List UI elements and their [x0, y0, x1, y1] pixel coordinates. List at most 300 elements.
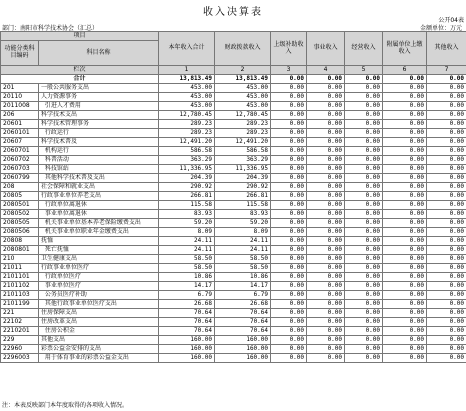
- cell-value: 0.00: [427, 75, 466, 84]
- cell-value: 0.00: [307, 273, 345, 282]
- cell-value: 12,491.20: [159, 138, 215, 147]
- cell-value: 0.00: [427, 156, 466, 165]
- table-row: [1, 318, 466, 327]
- cell-value: 0.00: [307, 309, 345, 318]
- cell-value: 0.00: [307, 237, 345, 246]
- cell-value: 0.00: [427, 255, 466, 264]
- table-row: [1, 291, 466, 300]
- footnote: 注：本表反映部门本年度取得的各项收入情况。: [2, 402, 129, 409]
- cell-value: 0.00: [427, 309, 466, 318]
- subject-name: 行政运行: [39, 129, 159, 138]
- cell-value: 204.39: [215, 174, 271, 183]
- cell-value: 6.79: [159, 291, 215, 300]
- cell-value: 24.11: [215, 246, 271, 255]
- cell-value: 289.23: [159, 129, 215, 138]
- table-row: [1, 255, 466, 264]
- cell-value: 0.00: [383, 84, 427, 93]
- cell-value: 0.00: [345, 246, 383, 255]
- project-header: 项目: [1, 32, 159, 41]
- cell-value: 0.00: [271, 273, 307, 282]
- cell-value: 70.64: [159, 318, 215, 327]
- col-index: 5: [345, 66, 383, 75]
- subject-name: 用于体育事业的彩票公益金支出: [39, 354, 159, 363]
- function-code: 20601: [1, 120, 39, 129]
- cell-value: 0.00: [427, 327, 466, 336]
- subject-name: 抚恤: [39, 237, 159, 246]
- table-row: [1, 264, 466, 273]
- function-code: 2080502: [1, 210, 39, 219]
- cell-value: 13,813.49: [159, 75, 215, 84]
- subject-name: 机关事业单位职业年金缴费支出: [39, 228, 159, 237]
- function-code: 20808: [1, 237, 39, 246]
- cell-value: 0.00: [427, 291, 466, 300]
- cell-value: 12,780.45: [159, 111, 215, 120]
- cell-value: 266.81: [215, 192, 271, 201]
- cell-value: 0.00: [383, 219, 427, 228]
- cell-value: 0.00: [271, 246, 307, 255]
- cell-value: 0.00: [271, 174, 307, 183]
- cell-value: 0.00: [383, 273, 427, 282]
- cell-value: 0.00: [271, 75, 307, 84]
- cell-value: 0.00: [345, 111, 383, 120]
- cell-value: 0.00: [345, 264, 383, 273]
- table-row: [1, 273, 466, 282]
- function-code: 2101101: [1, 273, 39, 282]
- cell-value: 0.00: [383, 183, 427, 192]
- cell-value: 0.00: [271, 102, 307, 111]
- cell-value: 0.00: [345, 345, 383, 354]
- cell-value: 58.50: [215, 255, 271, 264]
- function-code: 20805: [1, 192, 39, 201]
- cell-value: 0.00: [427, 210, 466, 219]
- cell-value: 26.68: [215, 300, 271, 309]
- cell-value: 0.00: [271, 354, 307, 363]
- cell-value: 160.00: [215, 354, 271, 363]
- function-code: 2210201: [1, 327, 39, 336]
- cell-value: 0.00: [427, 237, 466, 246]
- cell-value: 453.00: [215, 102, 271, 111]
- cell-value: 0.00: [307, 300, 345, 309]
- cell-value: 586.58: [215, 147, 271, 156]
- cell-value: 0.00: [383, 327, 427, 336]
- cell-value: 0.00: [345, 93, 383, 102]
- cell-value: 0.00: [271, 327, 307, 336]
- cell-value: 59.20: [215, 219, 271, 228]
- cell-value: 0.00: [307, 327, 345, 336]
- income-table: [0, 31, 466, 363]
- function-code: 2080505: [1, 219, 39, 228]
- cell-value: 0.00: [345, 165, 383, 174]
- cell-value: 0.00: [307, 264, 345, 273]
- subject-name: 行政事业单位医疗: [39, 264, 159, 273]
- col-header-affiliated: 附属单位上缴收入: [383, 32, 427, 66]
- function-code: 2101103: [1, 291, 39, 300]
- cell-value: 0.00: [383, 111, 427, 120]
- cell-value: 0.00: [345, 309, 383, 318]
- cell-value: 24.11: [215, 237, 271, 246]
- cell-value: 0.00: [427, 273, 466, 282]
- col-index: 1: [159, 66, 215, 75]
- table-row: [1, 345, 466, 354]
- cell-value: 0.00: [383, 264, 427, 273]
- function-code: 2060703: [1, 165, 39, 174]
- table-row: [1, 228, 466, 237]
- function-code: 20607: [1, 138, 39, 147]
- cell-value: 70.64: [215, 327, 271, 336]
- cell-value: 24.11: [159, 237, 215, 246]
- cell-value: 0.00: [427, 219, 466, 228]
- subject-name: 科普活动: [39, 156, 159, 165]
- cell-value: 0.00: [307, 282, 345, 291]
- subject-name: 科学技术普及: [39, 138, 159, 147]
- function-code: 2296003: [1, 354, 39, 363]
- cell-value: 14.17: [159, 282, 215, 291]
- subject-name: 住房公积金: [39, 327, 159, 336]
- cell-value: 586.58: [159, 147, 215, 156]
- cell-value: 0.00: [427, 192, 466, 201]
- cell-value: 0.00: [427, 300, 466, 309]
- subject-name: 彩票公益金安排的支出: [39, 345, 159, 354]
- function-code: 2060101: [1, 129, 39, 138]
- cell-value: 12,491.20: [215, 138, 271, 147]
- subject-name: 社会保障和就业支出: [39, 183, 159, 192]
- cell-value: 0.00: [271, 192, 307, 201]
- cell-value: 0.00: [271, 336, 307, 345]
- col-header-business: 事业收入: [307, 32, 345, 66]
- cell-value: 0.00: [383, 93, 427, 102]
- table-row: [1, 165, 466, 174]
- cell-value: 0.00: [383, 201, 427, 210]
- subject-name: 行政单位离退休: [39, 201, 159, 210]
- cell-value: 0.00: [383, 354, 427, 363]
- cell-value: 0.00: [271, 84, 307, 93]
- cell-value: 453.00: [215, 84, 271, 93]
- cell-value: 0.00: [383, 237, 427, 246]
- subject-name-header: 科目名称: [39, 41, 159, 66]
- cell-value: 0.00: [383, 210, 427, 219]
- col-header-other: 其他收入: [427, 32, 466, 66]
- cell-value: 0.00: [427, 165, 466, 174]
- function-code: 2101199: [1, 300, 39, 309]
- cell-value: 0.00: [307, 291, 345, 300]
- cell-value: 26.68: [159, 300, 215, 309]
- table-row: [1, 192, 466, 201]
- cell-value: 0.00: [271, 183, 307, 192]
- subject-name: 行政事业单位养老支出: [39, 192, 159, 201]
- cell-value: 453.00: [215, 93, 271, 102]
- cell-value: 160.00: [159, 336, 215, 345]
- function-code: 2080801: [1, 246, 39, 255]
- function-code: 2011008: [1, 102, 39, 111]
- cell-value: 0.00: [307, 183, 345, 192]
- table-row: [1, 183, 466, 192]
- cell-value: 0.00: [383, 255, 427, 264]
- cell-value: 0.00: [427, 129, 466, 138]
- subject-name: 行政单位医疗: [39, 273, 159, 282]
- cell-value: 363.29: [215, 156, 271, 165]
- cell-value: 0.00: [427, 102, 466, 111]
- cell-value: 0.00: [307, 156, 345, 165]
- cell-value: 0.00: [307, 138, 345, 147]
- cell-value: 0.00: [307, 255, 345, 264]
- cell-value: 0.00: [345, 318, 383, 327]
- function-code: 2080501: [1, 201, 39, 210]
- cell-value: 0.00: [271, 219, 307, 228]
- cell-value: 0.00: [383, 75, 427, 84]
- cell-value: 0.00: [307, 228, 345, 237]
- function-code: 22960: [1, 345, 39, 354]
- cell-value: 8.09: [159, 228, 215, 237]
- cell-value: 0.00: [271, 255, 307, 264]
- subject-name: 人力资源事务: [39, 93, 159, 102]
- cell-value: 8.09: [215, 228, 271, 237]
- cell-value: 0.00: [345, 84, 383, 93]
- function-code: 2080506: [1, 228, 39, 237]
- cell-value: 0.00: [271, 138, 307, 147]
- subject-name: 机关事业单位基本养老保险缴费支出: [39, 219, 159, 228]
- cell-value: 59.20: [159, 219, 215, 228]
- col-header-total: 本年收入合计: [159, 32, 215, 66]
- cell-value: 0.00: [307, 129, 345, 138]
- cell-value: 0.00: [307, 147, 345, 156]
- table-row: [1, 174, 466, 183]
- cell-value: 0.00: [307, 111, 345, 120]
- cell-value: 0.00: [307, 192, 345, 201]
- func-code-header: 功能分类科目编码: [1, 41, 39, 66]
- cell-value: 0.00: [271, 309, 307, 318]
- function-code: 206: [1, 111, 39, 120]
- subject-name: 科技馆站: [39, 165, 159, 174]
- cell-value: 0.00: [307, 345, 345, 354]
- total-label: 合计: [1, 75, 159, 84]
- cell-value: 0.00: [345, 354, 383, 363]
- cell-value: 290.92: [215, 183, 271, 192]
- table-row: [1, 156, 466, 165]
- subject-name: 一般公共服务支出: [39, 84, 159, 93]
- table-row: [1, 282, 466, 291]
- cell-value: 0.00: [427, 336, 466, 345]
- cell-value: 0.00: [271, 111, 307, 120]
- cell-value: 0.00: [383, 228, 427, 237]
- form-number: 公开04表: [438, 17, 464, 24]
- cell-value: 0.00: [383, 336, 427, 345]
- table-row: [1, 111, 466, 120]
- cell-value: 0.00: [383, 147, 427, 156]
- cell-value: 0.00: [345, 174, 383, 183]
- cell-value: 0.00: [427, 183, 466, 192]
- cell-value: 453.00: [159, 84, 215, 93]
- cell-value: 10.86: [215, 273, 271, 282]
- table-row: [1, 354, 466, 363]
- subject-name: 卫生健康支出: [39, 255, 159, 264]
- subject-name: 死亡抚恤: [39, 246, 159, 255]
- cell-value: 0.00: [271, 318, 307, 327]
- cell-value: 0.00: [427, 93, 466, 102]
- cell-value: 0.00: [345, 129, 383, 138]
- table-body: [1, 75, 466, 363]
- cell-value: 453.00: [159, 93, 215, 102]
- unit-label: 金额单位：万元: [419, 25, 462, 32]
- cell-value: 0.00: [271, 120, 307, 129]
- cell-value: 14.17: [215, 282, 271, 291]
- cell-value: 70.64: [159, 309, 215, 318]
- col-header-operating: 经营收入: [345, 32, 383, 66]
- cell-value: 0.00: [345, 120, 383, 129]
- subject-name: 机构运行: [39, 147, 159, 156]
- table-row: [1, 219, 466, 228]
- cell-value: 11,336.95: [159, 165, 215, 174]
- cell-value: 289.23: [215, 120, 271, 129]
- table-row: [1, 84, 466, 93]
- subject-name: 引进人才费用: [39, 102, 159, 111]
- cell-value: 0.00: [307, 219, 345, 228]
- table-row: [1, 300, 466, 309]
- table-row: [1, 93, 466, 102]
- cell-value: 0.00: [427, 174, 466, 183]
- total-row: [1, 75, 466, 84]
- table-row: [1, 147, 466, 156]
- table-row: [1, 246, 466, 255]
- cell-value: 0.00: [307, 75, 345, 84]
- subject-name: 事业单位离退休: [39, 210, 159, 219]
- function-code: 201: [1, 84, 39, 93]
- cell-value: 70.64: [215, 309, 271, 318]
- cell-value: 0.00: [307, 246, 345, 255]
- cell-value: 0.00: [383, 318, 427, 327]
- col-index: 2: [215, 66, 271, 75]
- cell-value: 0.00: [345, 300, 383, 309]
- cell-value: 0.00: [271, 156, 307, 165]
- subject-name: 公务员医疗补助: [39, 291, 159, 300]
- cell-value: 58.50: [159, 255, 215, 264]
- cell-value: 0.00: [307, 174, 345, 183]
- cell-value: 6.79: [215, 291, 271, 300]
- cell-value: 83.93: [215, 210, 271, 219]
- cell-value: 70.64: [215, 318, 271, 327]
- cell-value: 0.00: [307, 354, 345, 363]
- cell-value: 0.00: [271, 282, 307, 291]
- cell-value: 0.00: [345, 75, 383, 84]
- cell-value: 0.00: [427, 264, 466, 273]
- cell-value: 0.00: [271, 201, 307, 210]
- cell-value: 0.00: [307, 201, 345, 210]
- cell-value: 0.00: [427, 354, 466, 363]
- cell-value: 0.00: [427, 201, 466, 210]
- table-row: [1, 336, 466, 345]
- cell-value: 0.00: [307, 93, 345, 102]
- table-row: [1, 237, 466, 246]
- cell-value: 0.00: [383, 300, 427, 309]
- cell-value: 0.00: [345, 210, 383, 219]
- cell-value: 0.00: [345, 255, 383, 264]
- function-code: 208: [1, 183, 39, 192]
- cell-value: 0.00: [345, 237, 383, 246]
- cell-value: 0.00: [383, 156, 427, 165]
- cell-value: 11,336.95: [215, 165, 271, 174]
- cell-value: 0.00: [345, 147, 383, 156]
- cell-value: 0.00: [345, 201, 383, 210]
- cell-value: 70.64: [159, 327, 215, 336]
- cell-value: 0.00: [271, 93, 307, 102]
- cell-value: 24.11: [159, 246, 215, 255]
- col-header-fiscal: 财政拨款收入: [215, 32, 271, 66]
- cell-value: 0.00: [427, 282, 466, 291]
- organization-label: 部门：南阳市科学技术协会（汇总）: [2, 25, 99, 32]
- cell-value: 0.00: [345, 228, 383, 237]
- cell-value: 289.23: [215, 129, 271, 138]
- table-row: [1, 210, 466, 219]
- function-code: 2101102: [1, 282, 39, 291]
- cell-value: 0.00: [427, 147, 466, 156]
- cell-value: 0.00: [345, 291, 383, 300]
- cell-value: 83.93: [159, 210, 215, 219]
- col-index: 3: [271, 66, 307, 75]
- cell-value: 0.00: [271, 129, 307, 138]
- cell-value: 0.00: [271, 237, 307, 246]
- subject-name: 其他行政事业单位医疗支出: [39, 300, 159, 309]
- cell-value: 12,780.45: [215, 111, 271, 120]
- subject-name: 科学技术管理事务: [39, 120, 159, 129]
- cell-value: 160.00: [159, 345, 215, 354]
- cell-value: 204.39: [159, 174, 215, 183]
- function-code: 210: [1, 255, 39, 264]
- cell-value: 160.00: [215, 345, 271, 354]
- cell-value: 0.00: [427, 228, 466, 237]
- cell-value: 0.00: [345, 219, 383, 228]
- cell-value: 115.58: [215, 201, 271, 210]
- cell-value: 0.00: [345, 183, 383, 192]
- cell-value: 0.00: [271, 147, 307, 156]
- table-row: [1, 129, 466, 138]
- cell-value: 0.00: [271, 264, 307, 273]
- cell-value: 0.00: [307, 318, 345, 327]
- function-code: 229: [1, 336, 39, 345]
- subject-name: 事业单位医疗: [39, 282, 159, 291]
- cell-value: 0.00: [345, 156, 383, 165]
- col-index: 7: [427, 66, 466, 75]
- function-code: 20110: [1, 93, 39, 102]
- cell-value: 0.00: [271, 345, 307, 354]
- cell-value: 289.23: [159, 120, 215, 129]
- cell-value: 0.00: [383, 291, 427, 300]
- cell-value: 0.00: [383, 192, 427, 201]
- cell-value: 0.00: [345, 327, 383, 336]
- table-row: [1, 309, 466, 318]
- cell-value: 0.00: [307, 120, 345, 129]
- cell-value: 453.00: [159, 102, 215, 111]
- subject-name: 住房保障支出: [39, 309, 159, 318]
- cell-value: 0.00: [427, 138, 466, 147]
- cell-value: 290.92: [159, 183, 215, 192]
- cell-value: 0.00: [271, 291, 307, 300]
- cell-value: 0.00: [345, 273, 383, 282]
- cell-value: 0.00: [307, 84, 345, 93]
- function-code: 2060702: [1, 156, 39, 165]
- cell-value: 0.00: [383, 246, 427, 255]
- table-row: [1, 138, 466, 147]
- row-index-label: 栏次: [1, 66, 159, 75]
- cell-value: 363.29: [159, 156, 215, 165]
- cell-value: 0.00: [307, 102, 345, 111]
- function-code: 2060799: [1, 174, 39, 183]
- function-code: 21011: [1, 264, 39, 273]
- cell-value: 0.00: [383, 165, 427, 174]
- report-title: 收入决算表: [203, 7, 263, 18]
- subject-name: 其他科学技术普及支出: [39, 174, 159, 183]
- col-index: 6: [383, 66, 427, 75]
- function-code: 2060701: [1, 147, 39, 156]
- cell-value: 0.00: [383, 345, 427, 354]
